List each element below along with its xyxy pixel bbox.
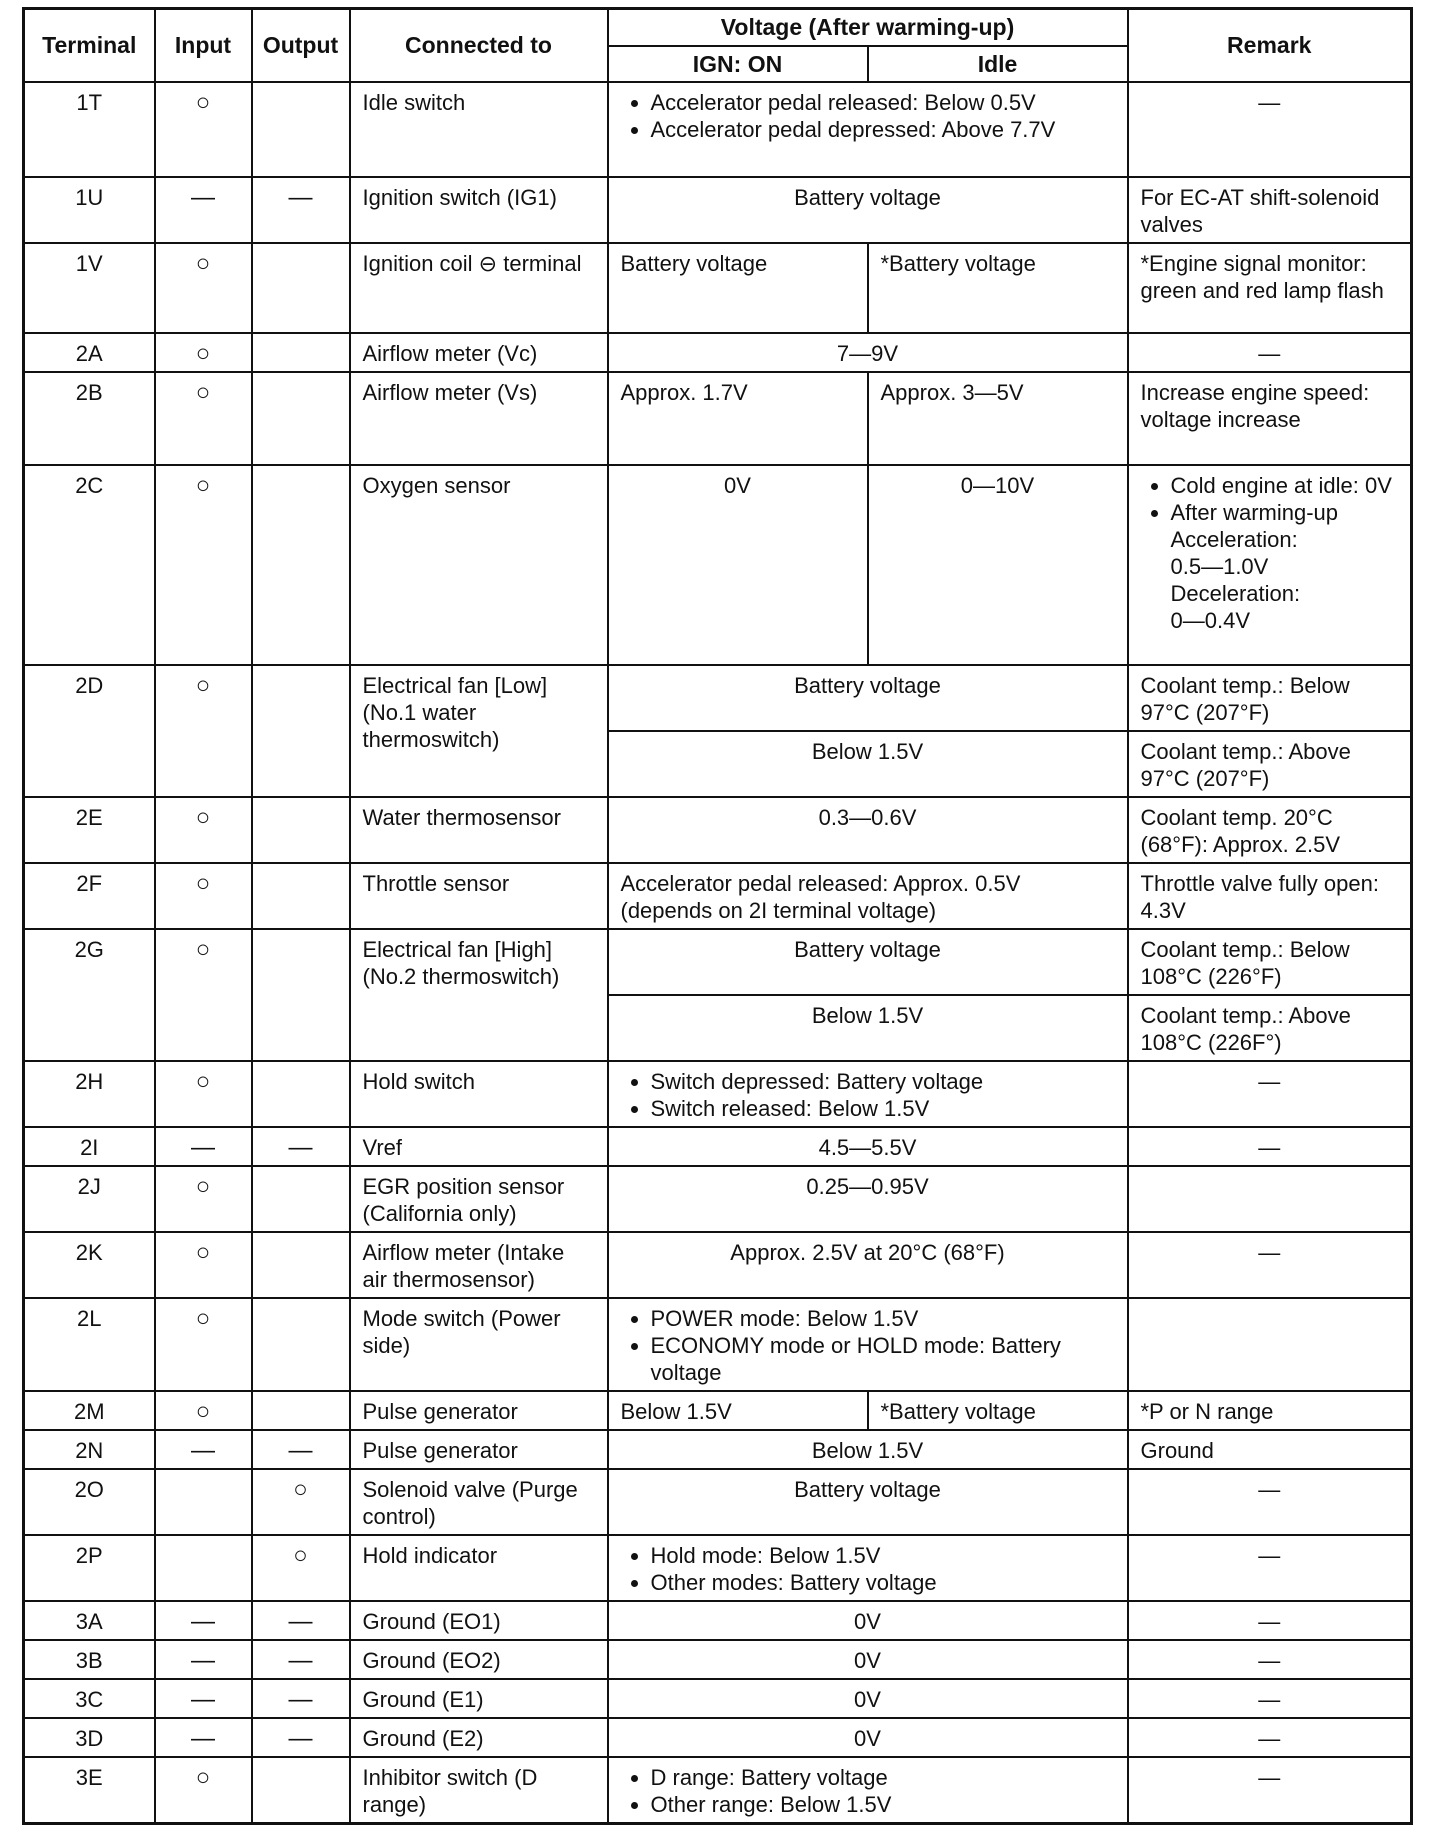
remark-bullet (1171, 499, 1399, 634)
terminal-cell: 2E (24, 797, 155, 863)
voltage-cell: 0V (608, 1679, 1128, 1718)
voltage-cell: Below 1.5V (608, 1430, 1128, 1469)
terminal-cell: 2B (24, 372, 155, 465)
remark-line: Acceleration: (1170, 527, 1298, 552)
terminal-cell: 2H (24, 1061, 155, 1127)
input-mark: — (155, 1127, 252, 1166)
ign-on-cell: 0V (608, 465, 868, 665)
remark-cell: Increase engine speed: voltage increase (1128, 372, 1412, 465)
remark-cell: — (1128, 82, 1412, 177)
output-mark (252, 333, 350, 372)
remark-cell: — (1128, 1757, 1412, 1824)
input-mark: ○ (155, 333, 252, 372)
terminal-cell: 3C (24, 1679, 155, 1718)
output-header: Output (252, 9, 350, 83)
output-mark (252, 82, 350, 177)
remark-line: 0—0.4V (1170, 608, 1250, 633)
remark-cell (1128, 1166, 1412, 1232)
remark-cell: — (1128, 1535, 1412, 1601)
output-mark (252, 1757, 350, 1824)
connected-to-cell: Solenoid valve (Purge control) (350, 1469, 608, 1535)
connected-to-cell: Ground (EO1) (350, 1601, 608, 1640)
table-row (24, 1430, 1412, 1469)
connected-to-cell: Electrical fan [High] (No.2 thermoswitch) (350, 929, 608, 1061)
terminal-cell: 2G (24, 929, 155, 1061)
connected-to-cell: Oxygen sensor (350, 465, 608, 665)
connected-to-cell: Ground (E2) (350, 1718, 608, 1757)
connected-to-cell: EGR position sensor (California only) (350, 1166, 608, 1232)
ign-on-cell: Approx. 1.7V (608, 372, 868, 465)
terminal-cell: 1V (24, 243, 155, 333)
voltage-bullet: • Accelerator pedal depressed: Above 7.7V (651, 116, 1115, 143)
voltage-bullet: • POWER mode: Below 1.5V (651, 1305, 1115, 1332)
output-mark (252, 243, 350, 333)
terminal-cell: 2K (24, 1232, 155, 1298)
table-row (24, 243, 1412, 333)
remark-line: 0.5—1.0V (1170, 554, 1269, 579)
input-mark: — (155, 1601, 252, 1640)
terminal-cell: 1U (24, 177, 155, 243)
connected-to-cell: Pulse generator (350, 1391, 608, 1430)
output-mark: — (252, 1601, 350, 1640)
remark-cell: — (1128, 1601, 1412, 1640)
remark-cell: — (1128, 1718, 1412, 1757)
terminal-voltage-table (22, 7, 1413, 1825)
table-row (24, 929, 1412, 995)
table-row (24, 1601, 1412, 1640)
connected-to-cell: Ignition switch (IG1) (350, 177, 608, 243)
input-mark: ○ (155, 1061, 252, 1127)
connected-to-cell: Pulse generator (350, 1430, 608, 1469)
voltage-bullet: • Other modes: Battery voltage (651, 1569, 1115, 1596)
output-mark (252, 1061, 350, 1127)
voltage-cell: 0V (608, 1718, 1128, 1757)
table-row (24, 1127, 1412, 1166)
terminal-header: Terminal (24, 9, 155, 83)
table-row (24, 1232, 1412, 1298)
connected-to-cell: Throttle sensor (350, 863, 608, 929)
voltage-cell: Approx. 2.5V at 20°C (68°F) (608, 1232, 1128, 1298)
voltage-bullet: • Hold mode: Below 1.5V (651, 1542, 1115, 1569)
ign-on-header: IGN: ON (608, 46, 868, 82)
connected-to-cell: Hold indicator (350, 1535, 608, 1601)
table-row (24, 82, 1412, 177)
table-row (24, 372, 1412, 465)
terminal-cell: 3D (24, 1718, 155, 1757)
ign-on-cell: Battery voltage (608, 243, 868, 333)
input-mark: — (155, 1640, 252, 1679)
output-mark (252, 665, 350, 797)
voltage-cell (608, 1757, 1128, 1824)
remark-cell: — (1128, 1679, 1412, 1718)
output-mark (252, 1166, 350, 1232)
terminal-cell: 3A (24, 1601, 155, 1640)
voltage-cell: Battery voltage (608, 665, 1128, 731)
voltage-cell (608, 82, 1128, 177)
voltage-cell: 0.3—0.6V (608, 797, 1128, 863)
output-mark: ○ (252, 1469, 350, 1535)
connected-to-cell: Mode switch (Power side) (350, 1298, 608, 1391)
table-row (24, 797, 1412, 863)
table-row (24, 1061, 1412, 1127)
idle-header: Idle (868, 46, 1128, 82)
remark-cell: Coolant temp.: Below 97°C (207°F) (1128, 665, 1412, 731)
remark-cell: Coolant temp.: Below 108°C (226°F) (1128, 929, 1412, 995)
output-mark (252, 1391, 350, 1430)
input-mark: ○ (155, 1391, 252, 1430)
voltage-cell: Below 1.5V (608, 731, 1128, 797)
input-mark: ○ (155, 665, 252, 797)
idle-cell: 0—10V (868, 465, 1128, 665)
remark-cell: *Engine signal monitor: green and red lamp flash (1128, 243, 1412, 333)
table-row (24, 1535, 1412, 1601)
table-row (24, 1679, 1412, 1718)
table-row (24, 1757, 1412, 1824)
input-mark: ○ (155, 1232, 252, 1298)
input-mark: — (155, 1430, 252, 1469)
voltage-header: Voltage (After warming-up) (608, 9, 1128, 47)
connected-to-cell: Idle switch (350, 82, 608, 177)
connected-to-cell: Ground (EO2) (350, 1640, 608, 1679)
connected-to-cell: Airflow meter (Vs) (350, 372, 608, 465)
input-mark: ○ (155, 1298, 252, 1391)
remark-cell: Coolant temp.: Above 108°C (226F°) (1128, 995, 1412, 1061)
idle-cell: Approx. 3—5V (868, 372, 1128, 465)
voltage-cell (608, 1298, 1128, 1391)
output-mark (252, 1232, 350, 1298)
remark-cell: — (1128, 1232, 1412, 1298)
output-mark (252, 465, 350, 665)
input-mark: ○ (155, 929, 252, 1061)
voltage-bullet: • D range: Battery voltage (651, 1764, 1115, 1791)
table-row (24, 465, 1412, 665)
input-mark (155, 1535, 252, 1601)
terminal-cell: 2P (24, 1535, 155, 1601)
connected-to-cell: Inhibitor switch (D range) (350, 1757, 608, 1824)
voltage-cell (608, 1535, 1128, 1601)
remark-cell: — (1128, 1640, 1412, 1679)
table-row (24, 1391, 1412, 1430)
voltage-cell: 4.5—5.5V (608, 1127, 1128, 1166)
connected-to-cell: Water thermosensor (350, 797, 608, 863)
remark-cell: — (1128, 1469, 1412, 1535)
voltage-cell: Below 1.5V (608, 995, 1128, 1061)
table-row (24, 1469, 1412, 1535)
terminal-cell: 3B (24, 1640, 155, 1679)
input-mark: — (155, 177, 252, 243)
remark-line: Deceleration: (1170, 581, 1301, 606)
terminal-cell: 2A (24, 333, 155, 372)
connected-to-cell: Hold switch (350, 1061, 608, 1127)
input-mark: — (155, 1679, 252, 1718)
output-mark: — (252, 1679, 350, 1718)
remark-cell (1128, 465, 1412, 665)
connected-to-cell: Airflow meter (Vc) (350, 333, 608, 372)
voltage-cell: 7—9V (608, 333, 1128, 372)
output-mark (252, 1298, 350, 1391)
remark-cell: — (1128, 1127, 1412, 1166)
output-mark: ○ (252, 1535, 350, 1601)
terminal-cell: 2O (24, 1469, 155, 1535)
output-mark (252, 863, 350, 929)
remark-cell: Throttle valve fully open: 4.3V (1128, 863, 1412, 929)
remark-cell: — (1128, 333, 1412, 372)
input-mark: ○ (155, 1757, 252, 1824)
output-mark: — (252, 1430, 350, 1469)
input-mark: ○ (155, 82, 252, 177)
remark-cell: Coolant temp. 20°C (68°F): Approx. 2.5V (1128, 797, 1412, 863)
terminal-cell: 2L (24, 1298, 155, 1391)
connected-to-cell: Airflow meter (Intake air thermosensor) (350, 1232, 608, 1298)
terminal-cell: 2M (24, 1391, 155, 1430)
table-row (24, 177, 1412, 243)
table-row (24, 665, 1412, 731)
output-mark: — (252, 1718, 350, 1757)
terminal-cell: 2N (24, 1430, 155, 1469)
output-mark (252, 797, 350, 863)
voltage-cell: Battery voltage (608, 929, 1128, 995)
table-row (24, 1298, 1412, 1391)
voltage-cell: 0.25—0.95V (608, 1166, 1128, 1232)
connected-to-cell: Ground (E1) (350, 1679, 608, 1718)
voltage-cell: Accelerator pedal released: Approx. 0.5V (depends on 2I terminal voltage) (608, 863, 1128, 929)
voltage-cell: 0V (608, 1640, 1128, 1679)
remark-header: Remark (1128, 9, 1412, 83)
voltage-cell (608, 1061, 1128, 1127)
terminal-cell: 2J (24, 1166, 155, 1232)
input-mark: ○ (155, 465, 252, 665)
remark-bullet: • Cold engine at idle: 0V (1171, 472, 1399, 499)
input-mark (155, 1469, 252, 1535)
table-row (24, 333, 1412, 372)
input-header: Input (155, 9, 252, 83)
table-row (24, 1640, 1412, 1679)
input-mark: — (155, 1718, 252, 1757)
remark-cell (1128, 1298, 1412, 1391)
remark-cell: Ground (1128, 1430, 1412, 1469)
remark-cell: For EC-AT shift-solenoid valves (1128, 177, 1412, 243)
voltage-bullet: • Other range: Below 1.5V (651, 1791, 1115, 1818)
idle-cell: *Battery voltage (868, 243, 1128, 333)
input-mark: ○ (155, 1166, 252, 1232)
input-mark: ○ (155, 863, 252, 929)
output-mark (252, 929, 350, 1061)
terminal-cell: 2I (24, 1127, 155, 1166)
connected-to-cell: Ignition coil ⊖ terminal (350, 243, 608, 333)
voltage-bullet: • Switch depressed: Battery voltage (651, 1068, 1115, 1095)
voltage-bullet: • Switch released: Below 1.5V (651, 1095, 1115, 1122)
terminal-cell: 2D (24, 665, 155, 797)
output-mark: — (252, 177, 350, 243)
remark-cell: — (1128, 1061, 1412, 1127)
connected-to-cell: Vref (350, 1127, 608, 1166)
terminal-cell: 3E (24, 1757, 155, 1824)
terminal-cell: 2C (24, 465, 155, 665)
table-row (24, 863, 1412, 929)
connected-to-cell: Electrical fan [Low] (No.1 water thermoswitch) (350, 665, 608, 797)
terminal-cell: 1T (24, 82, 155, 177)
voltage-cell: Battery voltage (608, 177, 1128, 243)
input-mark: ○ (155, 372, 252, 465)
input-mark: ○ (155, 797, 252, 863)
remark-cell: *P or N range (1128, 1391, 1412, 1430)
output-mark (252, 372, 350, 465)
voltage-cell: 0V (608, 1601, 1128, 1640)
table-row (24, 1166, 1412, 1232)
connected-to-header: Connected to (350, 9, 608, 83)
table-row (24, 1718, 1412, 1757)
output-mark: — (252, 1640, 350, 1679)
header-row (24, 9, 1412, 47)
voltage-cell: Battery voltage (608, 1469, 1128, 1535)
voltage-bullet: • ECONOMY mode or HOLD mode: Battery voltage (651, 1332, 1115, 1386)
ign-on-cell: Below 1.5V (608, 1391, 868, 1430)
remark-line: • After warming-up (1170, 500, 1339, 525)
input-mark: ○ (155, 243, 252, 333)
output-mark: — (252, 1127, 350, 1166)
remark-cell: Coolant temp.: Above 97°C (207°F) (1128, 731, 1412, 797)
terminal-cell: 2F (24, 863, 155, 929)
voltage-bullet: • Accelerator pedal released: Below 0.5V (651, 89, 1115, 116)
idle-cell: *Battery voltage (868, 1391, 1128, 1430)
